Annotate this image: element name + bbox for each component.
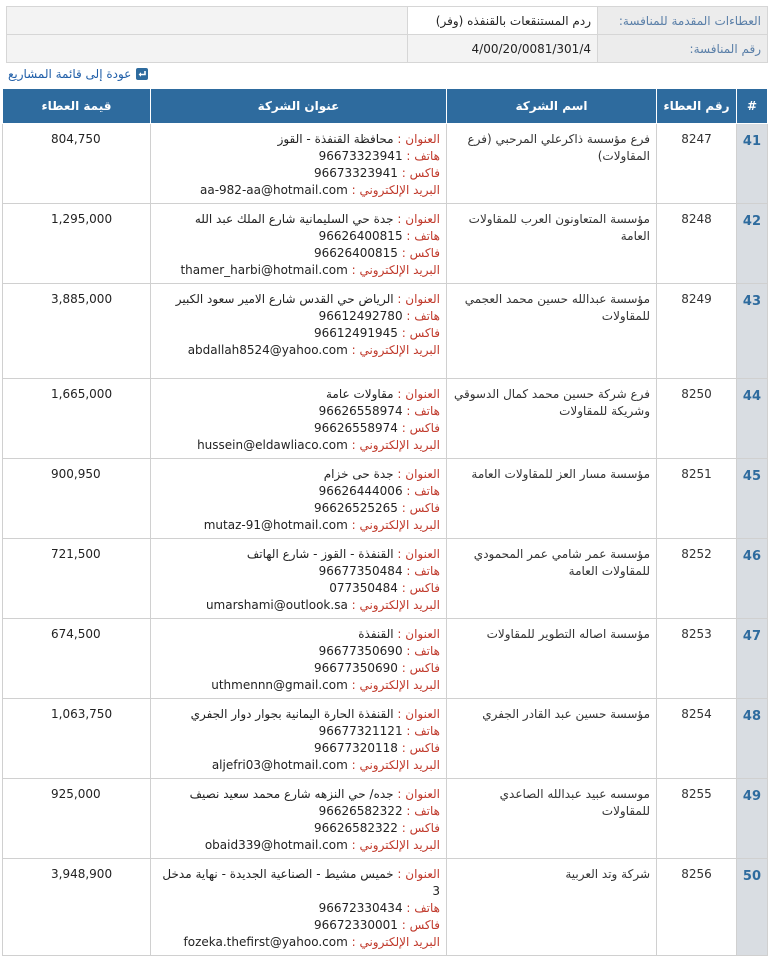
email-value: fozeka.thefirst@yahoo.com xyxy=(183,935,348,949)
back-link-label: عودة إلى قائمة المشاريع xyxy=(8,67,132,81)
address-line: العنوان : جدة حى خزام xyxy=(323,467,440,481)
phone-label: هاتف xyxy=(414,901,440,915)
row-bid-number: 8249 xyxy=(657,284,737,379)
row-company-name: مؤسسة اصاله التطوير للمقاولات xyxy=(447,619,657,699)
phone-label: هاتف xyxy=(414,149,440,163)
phone-value: 96626582322 xyxy=(318,804,403,818)
header-index: # xyxy=(737,89,768,124)
fax-line: فاكس : 96626558974 xyxy=(313,421,440,435)
tender-bids-row xyxy=(7,7,768,35)
fax-value: 96626525265 xyxy=(313,501,398,515)
table-row xyxy=(3,619,768,699)
fax-label: فاكس xyxy=(409,501,440,515)
row-company-address xyxy=(151,859,447,956)
row-bid-value: 925,000 xyxy=(3,779,151,859)
phone-line: هاتف : 96677350484 xyxy=(318,564,440,578)
email-line: البريد الإلكتروني : obaid339@hotmail.com xyxy=(204,838,440,852)
address-line: العنوان : جده/ حي النزهه شارع محمد سعيد نصيف xyxy=(189,787,440,801)
row-bid-number: 8251 xyxy=(657,459,737,539)
tender-number-row xyxy=(7,35,768,63)
email-line: البريد الإلكتروني : aljefri03@hotmail.com xyxy=(211,758,440,772)
address-value: الرياض حي القدس شارع الامير سعود الكبير xyxy=(175,292,394,306)
tender-number-filler xyxy=(7,35,408,63)
fax-line: فاكس : 96673323941 xyxy=(313,166,440,180)
fax-value: 96626400815 xyxy=(313,246,398,260)
row-index: 49 xyxy=(737,779,768,859)
address-line: العنوان : خميس مشيط - الصناعية الجديدة - نهاية مدخل 3 xyxy=(162,867,440,898)
row-company-name: موسسه عبيد عبدالله الصاعدي للمقاولات xyxy=(447,779,657,859)
email-line: البريد الإلكتروني : abdallah8524@yahoo.com xyxy=(187,343,440,357)
phone-label: هاتف xyxy=(414,309,440,323)
table-row xyxy=(3,859,768,956)
row-company-address xyxy=(151,779,447,859)
phone-value: 96626400815 xyxy=(318,229,403,243)
header-bid-number: رقم العطاء xyxy=(657,89,737,124)
table-row xyxy=(3,539,768,619)
email-value: hussein@eldawliaco.com xyxy=(197,438,348,452)
row-bid-value: 721,500 xyxy=(3,539,151,619)
address-label: العنوان xyxy=(405,467,440,481)
fax-label: فاكس xyxy=(409,326,440,340)
row-company-name: شركة وتد العربية xyxy=(447,859,657,956)
row-company-address xyxy=(151,539,447,619)
email-value: uthmennn@gmail.com xyxy=(211,678,348,692)
email-label: البريد الإلكتروني xyxy=(359,263,440,277)
phone-line: هاتف : 96626558974 xyxy=(318,404,440,418)
email-value: umarshami@outlook.sa xyxy=(205,598,348,612)
email-value: mutaz-91@hotmail.com xyxy=(203,518,348,532)
phone-line: هاتف : 96677321121 xyxy=(318,724,440,738)
fax-line: فاكس : 96626582322 xyxy=(313,821,440,835)
address-value: مقاولات عامة xyxy=(325,387,394,401)
row-bid-number: 8253 xyxy=(657,619,737,699)
return-arrow-icon xyxy=(135,67,149,81)
fax-value: 96626558974 xyxy=(313,421,398,435)
address-value: القنفذة الحارة اليمانية بجوار دوار الجفري xyxy=(190,707,394,721)
phone-value: 96677321121 xyxy=(318,724,403,738)
row-index: 48 xyxy=(737,699,768,779)
phone-value: 96677350690 xyxy=(318,644,403,658)
row-bid-value: 900,950 xyxy=(3,459,151,539)
row-bid-number: 8254 xyxy=(657,699,737,779)
phone-line: هاتف : 96612492780 xyxy=(318,309,440,323)
row-bid-value: 674,500 xyxy=(3,619,151,699)
phone-value: 96626444006 xyxy=(318,484,403,498)
email-line: البريد الإلكتروني : uthmennn@gmail.com xyxy=(211,678,440,692)
fax-value: 96677350690 xyxy=(313,661,398,675)
fax-label: فاكس xyxy=(409,741,440,755)
fax-value: 96626582322 xyxy=(313,821,398,835)
row-company-address xyxy=(151,459,447,539)
fax-line: فاكس : 96626525265 xyxy=(313,501,440,515)
email-label: البريد الإلكتروني xyxy=(359,598,440,612)
email-value: obaid339@hotmail.com xyxy=(204,838,348,852)
row-index: 46 xyxy=(737,539,768,619)
fax-value: 96612491945 xyxy=(313,326,398,340)
address-label: العنوان xyxy=(405,292,440,306)
email-label: البريد الإلكتروني xyxy=(359,758,440,772)
email-line: البريد الإلكتروني : thamer_harbi@hotmail.com xyxy=(180,263,440,277)
tender-bids-value: ردم المستنقعات بالقنفذه (وفر) xyxy=(408,7,598,35)
table-row xyxy=(3,459,768,539)
table-row xyxy=(3,124,768,204)
table-row xyxy=(3,379,768,459)
table-row xyxy=(3,699,768,779)
address-line: العنوان : القنفذة الحارة اليمانية بجوار دوار الجفري xyxy=(190,707,440,721)
row-index: 50 xyxy=(737,859,768,956)
phone-value: 96612492780 xyxy=(318,309,403,323)
fax-value: 96672330001 xyxy=(313,918,398,932)
row-index: 42 xyxy=(737,204,768,284)
bids-table-body xyxy=(3,124,768,956)
phone-label: هاتف xyxy=(414,724,440,738)
address-label: العنوان xyxy=(405,787,440,801)
row-company-name: مؤسسة حسين عبد القادر الجفري xyxy=(447,699,657,779)
email-value: aa-982-aa@hotmail.com xyxy=(200,183,348,197)
header-company-name: اسم الشركة xyxy=(447,89,657,124)
row-bid-value: 3,885,000 xyxy=(3,284,151,379)
fax-line: فاكس : 96626400815 xyxy=(313,246,440,260)
fax-label: فاكس xyxy=(409,821,440,835)
fax-line: فاكس : 96677320118 xyxy=(313,741,440,755)
address-label: العنوان xyxy=(405,387,440,401)
bids-table-header xyxy=(3,89,768,124)
email-label: البريد الإلكتروني xyxy=(359,183,440,197)
row-bid-number: 8247 xyxy=(657,124,737,204)
email-label: البريد الإلكتروني xyxy=(359,438,440,452)
row-bid-value: 1,063,750 xyxy=(3,699,151,779)
phone-value: 96673323941 xyxy=(318,149,403,163)
address-value: جدة حي السليمانية شارع الملك عبد الله xyxy=(194,212,394,226)
email-label: البريد الإلكتروني xyxy=(359,343,440,357)
tender-bids-label: العطاءات المقدمة للمنافسة: xyxy=(598,7,768,35)
phone-value: 96677350484 xyxy=(318,564,403,578)
row-company-address xyxy=(151,619,447,699)
address-value: القنفذة - القوز - شارع الهاتف xyxy=(246,547,394,561)
tender-info-table xyxy=(6,6,768,63)
email-value: aljefri03@hotmail.com xyxy=(211,758,348,772)
row-bid-number: 8256 xyxy=(657,859,737,956)
address-line: العنوان : القنفذة - القوز - شارع الهاتف xyxy=(246,547,440,561)
bids-table xyxy=(2,88,768,956)
phone-line: هاتف : 96677350690 xyxy=(318,644,440,658)
phone-label: هاتف xyxy=(414,404,440,418)
email-line: البريد الإلكتروني : mutaz-91@hotmail.com xyxy=(203,518,440,532)
email-label: البريد الإلكتروني xyxy=(359,518,440,532)
row-company-name: مؤسسة المتعاونون العرب للمقاولات العامة xyxy=(447,204,657,284)
row-bid-number: 8248 xyxy=(657,204,737,284)
row-company-address xyxy=(151,284,447,379)
row-company-name: مؤسسة مسار العز للمقاولات العامة xyxy=(447,459,657,539)
row-index: 44 xyxy=(737,379,768,459)
phone-label: هاتف xyxy=(414,564,440,578)
table-row xyxy=(3,204,768,284)
address-value: جدة حى خزام xyxy=(323,467,394,481)
row-company-address xyxy=(151,699,447,779)
fax-value: 077350484 xyxy=(329,581,398,595)
table-row xyxy=(3,284,768,379)
fax-line: فاكس : 96672330001 xyxy=(313,918,440,932)
phone-value: 96672330434 xyxy=(318,901,403,915)
email-label: البريد الإلكتروني xyxy=(359,838,440,852)
address-line: العنوان : الرياض حي القدس شارع الامير سعود الكبير xyxy=(175,292,440,306)
header-company-address: عنوان الشركة xyxy=(151,89,447,124)
row-company-name: فرع شركة حسين محمد كمال الدسوقي وشريكة للمقاولات xyxy=(447,379,657,459)
email-value: abdallah8524@yahoo.com xyxy=(187,343,348,357)
row-index: 43 xyxy=(737,284,768,379)
row-company-name: مؤسسة عبدالله حسين محمد العجمي للمقاولات xyxy=(447,284,657,379)
address-label: العنوان xyxy=(405,867,440,881)
phone-label: هاتف xyxy=(414,644,440,658)
row-company-name: مؤسسة عمر شامي عمر المحمودي للمقاولات العامة xyxy=(447,539,657,619)
row-bid-value: 1,665,000 xyxy=(3,379,151,459)
address-value: جده/ حي النزهه شارع محمد سعيد نصيف xyxy=(189,787,394,801)
fax-value: 96677320118 xyxy=(313,741,398,755)
address-value: خميس مشيط - الصناعية الجديدة - نهاية مدخل 3 xyxy=(162,867,440,898)
phone-line: هاتف : 96672330434 xyxy=(318,901,440,915)
address-line: العنوان : القنفذة xyxy=(358,627,440,641)
address-label: العنوان xyxy=(405,547,440,561)
email-value: thamer_harbi@hotmail.com xyxy=(180,263,348,277)
fax-line: فاكس : 96677350690 xyxy=(313,661,440,675)
address-label: العنوان xyxy=(405,212,440,226)
phone-line: هاتف : 96626582322 xyxy=(318,804,440,818)
fax-label: فاكس xyxy=(409,661,440,675)
address-label: العنوان xyxy=(405,132,440,146)
table-row xyxy=(3,779,768,859)
address-line: العنوان : مقاولات عامة xyxy=(325,387,440,401)
row-index: 47 xyxy=(737,619,768,699)
phone-label: هاتف xyxy=(414,229,440,243)
address-label: العنوان xyxy=(405,707,440,721)
row-bid-value: 3,948,900 xyxy=(3,859,151,956)
address-value: القنفذة xyxy=(358,627,394,641)
header-bid-value: قيمة العطاء xyxy=(3,89,151,124)
row-bid-number: 8250 xyxy=(657,379,737,459)
email-label: البريد الإلكتروني xyxy=(359,935,440,949)
fax-label: فاكس xyxy=(409,246,440,260)
phone-value: 96626558974 xyxy=(318,404,403,418)
email-line: البريد الإلكتروني : aa-982-aa@hotmail.com xyxy=(200,183,440,197)
email-line: البريد الإلكتروني : umarshami@outlook.sa xyxy=(205,598,440,612)
fax-label: فاكس xyxy=(409,581,440,595)
row-company-address xyxy=(151,379,447,459)
row-index: 41 xyxy=(737,124,768,204)
row-company-name: فرع مؤسسة ذاكرعلي المرحبي (فرع المقاولات) xyxy=(447,124,657,204)
address-value: محافظة القنفذة - القوز xyxy=(277,132,394,146)
row-bid-number: 8252 xyxy=(657,539,737,619)
row-index: 45 xyxy=(737,459,768,539)
phone-line: هاتف : 96626444006 xyxy=(318,484,440,498)
row-company-address xyxy=(151,204,447,284)
address-line: العنوان : محافظة القنفذة - القوز xyxy=(277,132,440,146)
tender-number-label: رقم المنافسة: xyxy=(598,35,768,63)
address-label: العنوان xyxy=(405,627,440,641)
tender-number-value: 4/00/20/0081/301/4 xyxy=(408,35,598,63)
fax-line: فاكس : 077350484 xyxy=(329,581,440,595)
email-line: البريد الإلكتروني : fozeka.thefirst@yahoo.com xyxy=(183,935,440,949)
email-label: البريد الإلكتروني xyxy=(359,678,440,692)
row-bid-number: 8255 xyxy=(657,779,737,859)
address-line: العنوان : جدة حي السليمانية شارع الملك عبد الله xyxy=(194,212,440,226)
phone-line: هاتف : 96626400815 xyxy=(318,229,440,243)
fax-label: فاكس xyxy=(409,421,440,435)
fax-label: فاكس xyxy=(409,918,440,932)
phone-line: هاتف : 96673323941 xyxy=(318,149,440,163)
tender-bids-filler xyxy=(7,7,408,35)
fax-value: 96673323941 xyxy=(313,166,398,180)
email-line: البريد الإلكتروني : hussein@eldawliaco.com xyxy=(197,438,440,452)
row-bid-value: 1,295,000 xyxy=(3,204,151,284)
back-to-projects-link[interactable] xyxy=(8,67,149,81)
fax-label: فاكس xyxy=(409,166,440,180)
fax-line: فاكس : 96612491945 xyxy=(313,326,440,340)
row-bid-value: 804,750 xyxy=(3,124,151,204)
phone-label: هاتف xyxy=(414,804,440,818)
row-company-address xyxy=(151,124,447,204)
phone-label: هاتف xyxy=(414,484,440,498)
